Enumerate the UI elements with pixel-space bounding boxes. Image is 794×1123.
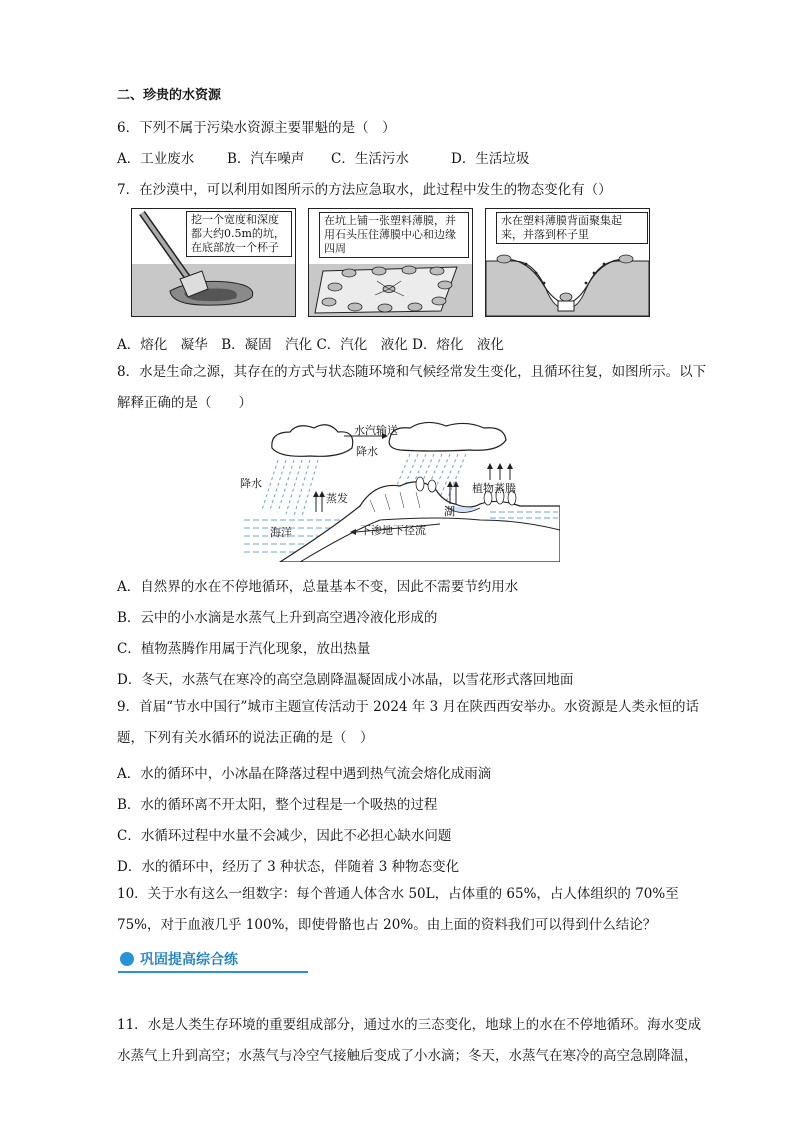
label-ocean: 海洋 xyxy=(270,526,292,539)
q6-option-a[interactable]: A．工业废水 xyxy=(117,151,195,167)
label-underground-runoff: 下渗地下径流 xyxy=(360,524,426,537)
q11-stem: 11．水是人类生存环境的重要组成部分，通过水的三态变化，地球上的水在不停地循环。海水变成水蒸气上升到高空；水蒸气与冷空气接触后变成了小水滴；冬天，水蒸气在寒冷的高空急剧降温， xyxy=(117,1017,702,1064)
q7-panel-2-caption: 在坑上铺一张塑料薄膜，并用石头压住薄膜中心和边缘四周 xyxy=(319,212,469,258)
q8-option-b[interactable]: B．云中的小水滴是水蒸气上升到高空遇冷液化形成的 xyxy=(117,610,438,626)
q7-panel-3 xyxy=(485,208,650,317)
label-precip-top: 降水 xyxy=(356,445,378,458)
q8-stem: 8．水是生命之源，其存在的方式与状态随环境和气候经常发生变化，且循环往复，如图所示。以下解释正确的是（ ） xyxy=(117,364,707,411)
q6-option-d[interactable]: D．生活垃圾 xyxy=(451,151,530,167)
q6-option-c[interactable]: C．生活污水 xyxy=(331,151,409,167)
q8-option-c[interactable]: C．植物蒸腾作用属于汽化现象，放出热量 xyxy=(117,641,371,657)
label-evaporation: 蒸发 xyxy=(326,492,348,505)
water-cycle-diagram xyxy=(240,420,560,562)
banner-underline xyxy=(118,971,308,973)
q7-panel-1-caption: 挖一个宽度和深度都大约0.5m的坑，在底部放一个杯子 xyxy=(186,211,292,257)
q10-stem: 10．关于水有这么一组数字：每个普通人体含水 50L，占体重的 65%，占人体组织的 70%至 75%，对于血液几乎 100%，即使骨骼也占 20%。由上面的资料我们可以得到什么结论？ xyxy=(117,886,679,933)
q9-option-d[interactable]: D．水的循环中，经历了 3 种状态，伴随着 3 种物态变化 xyxy=(117,859,460,875)
label-lake: 湖 xyxy=(444,505,455,518)
q9-option-b[interactable]: B．水的循环离不开太阳，整个过程是一个吸热的过程 xyxy=(117,797,438,813)
q6-stem: 6．下列不属于污染水资源主要罪魁的是（ ） xyxy=(117,120,396,136)
section-banner xyxy=(118,948,308,972)
q7-panel-1 xyxy=(131,208,296,317)
q7-options[interactable]: A．熔化 凝华 B．凝固 汽化 C．汽化 液化 D．熔化 液化 xyxy=(117,337,504,353)
label-vapor-transport: 水汽输送 xyxy=(354,424,398,437)
section-title: 二、珍贵的水资源 xyxy=(117,88,222,103)
q6-option-b[interactable]: B．汽车噪声 xyxy=(227,151,305,167)
q8-option-a[interactable]: A．自然界的水在不停地循环，总量基本不变，因此不需要节约用水 xyxy=(117,579,519,595)
q9-stem: 9．首届“节水中国行”城市主题宣传活动于 2024 年 3 月在陕西西安举办。水资源是人类永恒的话题，下列有关水循环的说法正确的是（ ） xyxy=(117,699,700,746)
q7-panel-3-caption: 水在塑料薄膜背面聚集起来，并落到杯子里 xyxy=(496,212,648,244)
q8-option-d[interactable]: D．冬天，水蒸气在寒冷的高空急剧降温凝固成小冰晶，以雪花形式落回地面 xyxy=(117,672,574,688)
label-precip-left: 降水 xyxy=(240,477,262,490)
q9-option-a[interactable]: A．水的循环中，小冰晶在降落过程中遇到热气流会熔化成雨滴 xyxy=(117,766,492,782)
label-plant-transpiration: 植物蒸腾 xyxy=(472,482,516,495)
q7-stem: 7．在沙漠中，可以利用如图所示的方法应急取水，此过程中发生的物态变化有（） xyxy=(117,182,612,198)
q9-option-c[interactable]: C．水循环过程中水量不会减少，因此不必担心缺水问题 xyxy=(117,828,452,844)
bullet-circle-icon xyxy=(120,952,134,966)
q7-panel-2 xyxy=(308,208,473,317)
banner-title: 巩固提高综合练 xyxy=(140,952,238,968)
